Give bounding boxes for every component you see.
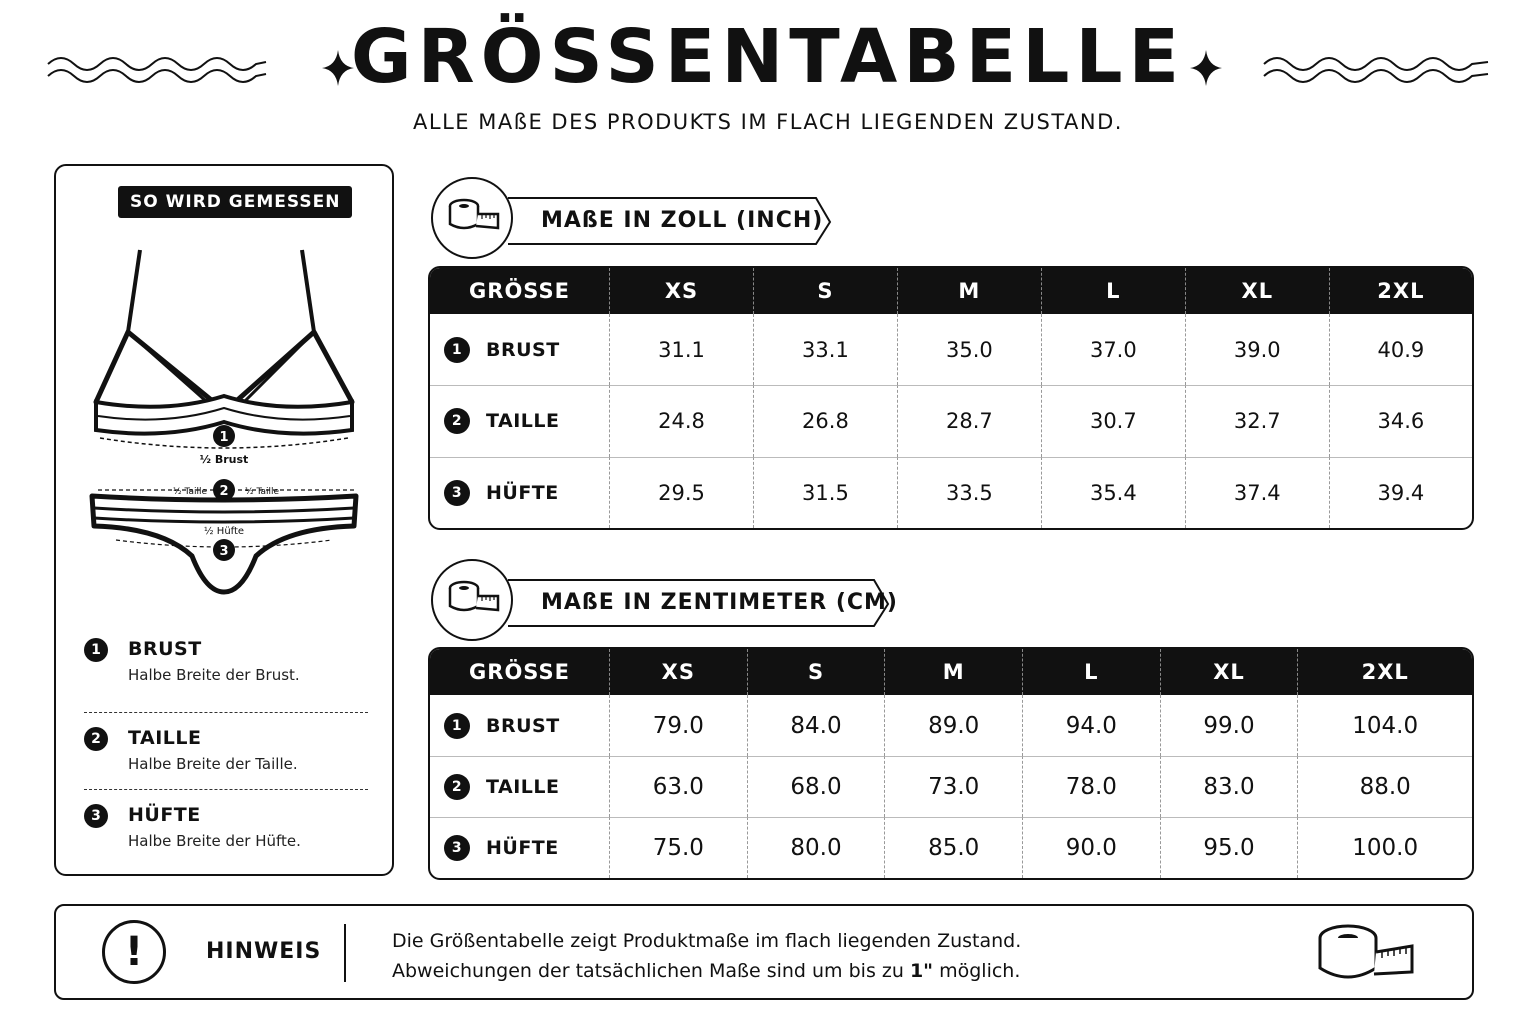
inch-section-label: MAßE IN ZOLL (INCH) xyxy=(541,208,824,233)
column-header-xl: XL xyxy=(1186,268,1330,314)
table-cell: 39.0 xyxy=(1186,314,1330,385)
note-title: HINWEIS xyxy=(206,939,322,964)
table-cell: 84.0 xyxy=(748,695,886,756)
table-cell: 68.0 xyxy=(748,756,886,817)
row-label: TAILLE xyxy=(486,410,560,433)
table-cell: 90.0 xyxy=(1023,817,1161,878)
cm-size-table xyxy=(428,647,1474,880)
table-row-taille xyxy=(430,385,1472,456)
svg-text:1: 1 xyxy=(219,430,229,445)
row-header xyxy=(430,314,610,385)
table-cell: 31.5 xyxy=(754,457,898,528)
table-cell: 33.5 xyxy=(898,457,1042,528)
table-cell: 85.0 xyxy=(885,817,1023,878)
table-row-taille xyxy=(430,756,1472,817)
table-cell: 94.0 xyxy=(1023,695,1161,756)
row-header xyxy=(430,457,610,528)
row-label: BRUST xyxy=(486,338,560,361)
table-cell: 37.4 xyxy=(1186,457,1330,528)
note-line-2-prefix: Abweichungen der tatsächlichen Maße sind um bis zu xyxy=(392,960,910,982)
legend-item-brust xyxy=(84,636,368,713)
row-label: BRUST xyxy=(486,714,560,737)
column-header-l: L xyxy=(1042,268,1186,314)
table-cell: 40.9 xyxy=(1377,337,1425,362)
row-label: TAILLE xyxy=(486,776,560,798)
column-header-s: S xyxy=(748,649,886,695)
table-cell: 35.4 xyxy=(1042,457,1186,528)
column-header-m: M xyxy=(898,268,1042,314)
table-cell: 99.0 xyxy=(1161,695,1299,756)
row-label: HÜFTE xyxy=(486,837,559,859)
how-to-measure-badge: SO WIRD GEMESSEN xyxy=(118,186,352,218)
exclamation-icon: ! xyxy=(102,920,166,984)
table-cell: 79.0 xyxy=(610,695,748,756)
row-number-badge: 2 xyxy=(444,408,470,434)
legend-number-badge: 1 xyxy=(84,638,108,662)
column-header-m: M xyxy=(885,649,1023,695)
table-row-brust xyxy=(430,314,1472,385)
table-cell: 24.8 xyxy=(610,385,754,456)
waist-measure-label-right: ½ Taille xyxy=(244,487,280,497)
column-header-size: GRÖSSE xyxy=(430,268,610,314)
header xyxy=(0,0,1536,150)
note-line-1: Die Größentabelle zeigt Produktmaße im flach liegenden Zustand. xyxy=(392,930,1022,952)
sparkle-icon-right xyxy=(1190,50,1222,86)
table-cell: 95.0 xyxy=(1161,817,1299,878)
measure-legend xyxy=(84,636,368,867)
legend-description: Halbe Breite der Hüfte. xyxy=(128,832,301,850)
table-cell: 89.0 xyxy=(885,695,1023,756)
column-header-size: GRÖSSE xyxy=(430,649,610,695)
table-cell: 39.4 xyxy=(1330,457,1472,528)
table-cell: 104.0 xyxy=(1352,712,1419,739)
column-header-2xl: 2XL xyxy=(1330,268,1472,314)
table-cell: 75.0 xyxy=(610,817,748,878)
table-cell: 33.1 xyxy=(754,314,898,385)
table-cell: 100.0 xyxy=(1298,817,1472,878)
wave-decoration-right xyxy=(1262,52,1490,88)
column-header-xl: XL xyxy=(1161,649,1299,695)
legend-item-huefte xyxy=(84,790,368,867)
row-number-badge: 3 xyxy=(444,835,470,861)
note-line-2-suffix: möglich. xyxy=(933,960,1021,982)
legend-title: TAILLE xyxy=(128,727,202,749)
hip-measure-label: ½ Hüfte xyxy=(203,526,245,537)
legend-item-taille xyxy=(84,713,368,790)
column-header-xs: XS xyxy=(610,268,754,314)
table-cell: 63.0 xyxy=(610,756,748,817)
note-box xyxy=(54,904,1474,1000)
row-number-badge: 3 xyxy=(444,480,470,506)
row-number-badge: 1 xyxy=(444,713,470,739)
column-header-l: L xyxy=(1023,649,1161,695)
column-header-2xl: 2XL xyxy=(1298,649,1472,695)
tape-measure-icon xyxy=(1312,922,1416,986)
row-header xyxy=(430,756,610,817)
table-cell: 28.7 xyxy=(898,385,1042,456)
note-line-2-bold: 1" xyxy=(909,960,934,982)
legend-description: Halbe Breite der Brust. xyxy=(128,666,300,684)
svg-text:3: 3 xyxy=(219,544,229,559)
column-header-xs: XS xyxy=(610,649,748,695)
table-cell: 35.0 xyxy=(898,314,1042,385)
note-divider xyxy=(344,924,346,982)
note-text xyxy=(392,926,1021,986)
table-header-row xyxy=(430,268,1472,314)
table-cell: 34.6 xyxy=(1330,385,1472,456)
row-header xyxy=(430,817,610,878)
legend-title: BRUST xyxy=(128,638,202,660)
bikini-diagram xyxy=(56,236,392,616)
page-subtitle: ALLE MAßE DES PRODUKTS IM FLACH LIEGENDEN ZUSTAND. xyxy=(413,110,1123,134)
table-cell: 30.7 xyxy=(1042,385,1186,456)
legend-description: Halbe Breite der Taille. xyxy=(128,755,298,773)
table-cell: 73.0 xyxy=(885,756,1023,817)
column-header-s: S xyxy=(754,268,898,314)
how-to-measure-panel xyxy=(54,164,394,876)
waist-measure-label-left: ½ Taille xyxy=(172,487,208,497)
table-cell: 26.8 xyxy=(754,385,898,456)
table-header-row xyxy=(430,649,1472,695)
cm-section-label: MAßE IN ZENTIMETER (CM) xyxy=(541,590,898,615)
table-row-huefte xyxy=(430,457,1472,528)
svg-text:2: 2 xyxy=(219,484,229,499)
note-line-2 xyxy=(392,956,1021,986)
table-row-huefte xyxy=(430,817,1472,878)
row-header xyxy=(430,385,610,456)
table-cell: 37.0 xyxy=(1042,314,1186,385)
table-cell: 88.0 xyxy=(1298,756,1472,817)
row-number-badge: 2 xyxy=(444,774,470,800)
table-cell: 80.0 xyxy=(748,817,886,878)
table-row-brust xyxy=(430,695,1472,756)
table-cell: 78.0 xyxy=(1023,756,1161,817)
row-label: HÜFTE xyxy=(486,481,559,504)
table-cell: 31.1 xyxy=(610,314,754,385)
legend-number-badge: 2 xyxy=(84,727,108,751)
table-cell: 83.0 xyxy=(1161,756,1299,817)
legend-title: HÜFTE xyxy=(128,804,201,826)
table-cell: 29.5 xyxy=(610,457,754,528)
row-number-badge: 1 xyxy=(444,337,470,363)
row-header xyxy=(430,695,610,756)
table-cell: 32.7 xyxy=(1186,385,1330,456)
page-title: GRÖSSENTABELLE xyxy=(350,14,1186,100)
legend-number-badge: 3 xyxy=(84,804,108,828)
inch-size-table xyxy=(428,266,1474,530)
bust-measure-label: ½ Brust xyxy=(199,453,249,466)
